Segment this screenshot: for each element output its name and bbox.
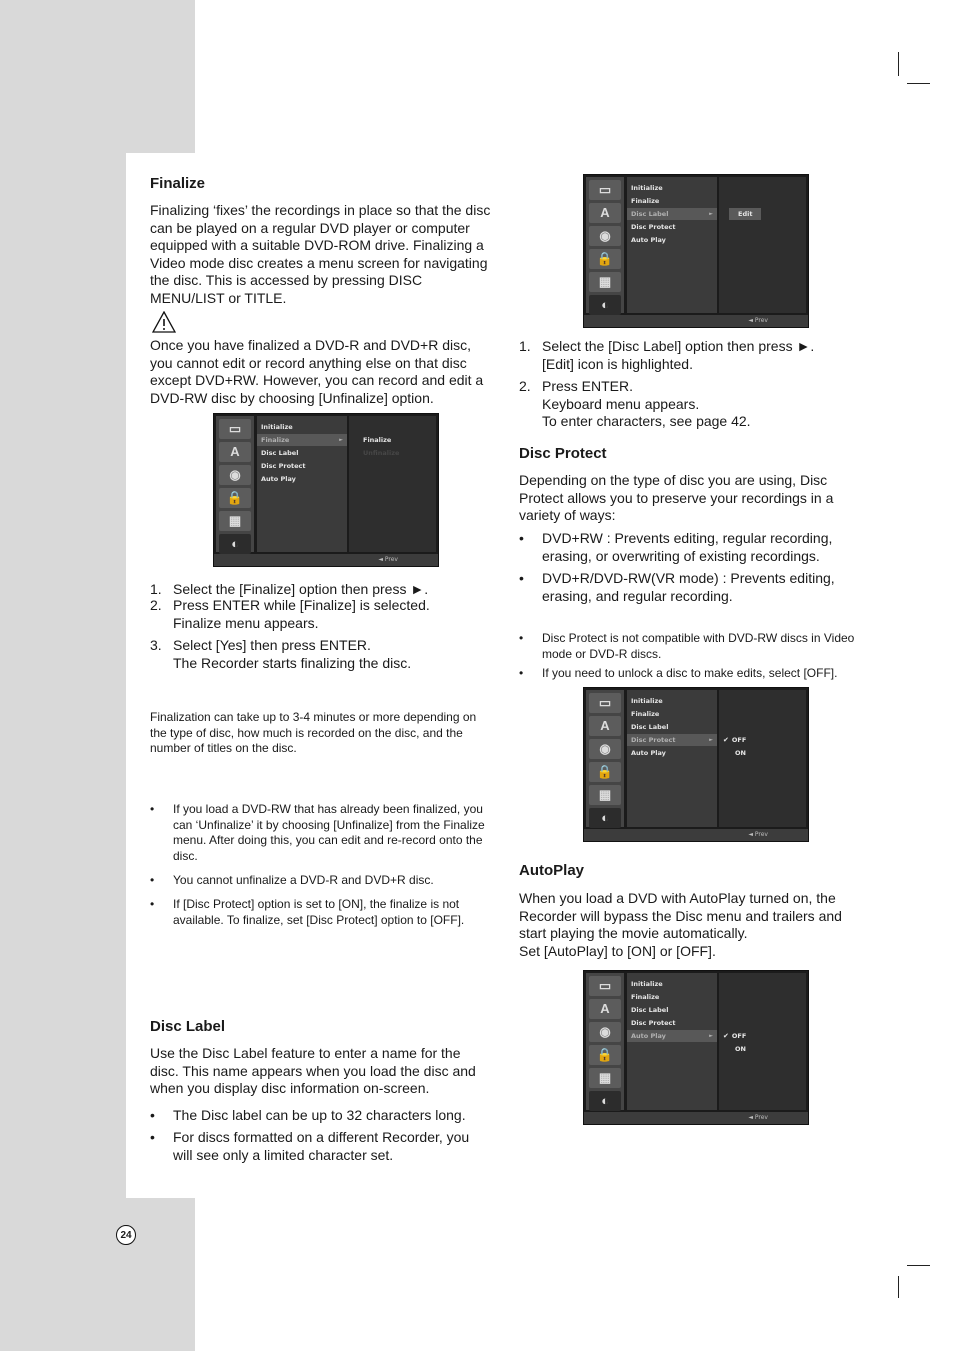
finalize-heading: Finalize xyxy=(150,175,206,192)
disc-icon: ◐ xyxy=(219,534,251,554)
menu-item-initialize: Initialize xyxy=(631,697,663,705)
menu-icon-column xyxy=(586,690,624,827)
lock-icon: 🔒 xyxy=(589,249,621,269)
caution-icon xyxy=(152,311,176,333)
autoplay-menu-screen xyxy=(583,970,809,1125)
audio-icon: ◉ xyxy=(589,1022,621,1042)
autoplay-heading: AutoPlay xyxy=(519,862,585,879)
menu-item-label: Disc Label xyxy=(631,210,669,218)
crop-mark xyxy=(898,52,899,76)
language-icon: A xyxy=(589,716,621,736)
finalize-note: Finalization can take up to 3-4 minutes or more depending on the type of disc, how much is recorded on the disc, and the number of titles on the disc. xyxy=(150,710,477,755)
tip-text: If you load a DVD-RW that has already been finalized, you can ‘Unfinalize’ it by choosing [Unfinalize] from the Finalize menu. After doing this, you can edit and re-record onto the disc. xyxy=(173,802,485,863)
menu-item-disc-protect: Disc Protect xyxy=(631,223,676,231)
finalize-menu-screen xyxy=(213,413,439,567)
option-on: ON xyxy=(735,1045,746,1053)
option-off xyxy=(723,1030,746,1042)
arrow-right-icon: ► xyxy=(709,211,713,217)
menu-icon-column xyxy=(216,416,254,552)
option-off xyxy=(723,734,746,746)
tip-text: You cannot unfinalize a DVD-R and DVD+R disc. xyxy=(173,873,434,887)
menu-footer xyxy=(584,1112,808,1124)
menu-item-disc-label: Disc Label xyxy=(631,1006,669,1014)
menu-list xyxy=(627,973,717,1110)
option-unfinalize: Unfinalize xyxy=(363,449,400,457)
step-number: 1. xyxy=(519,338,531,354)
menu-item-disc-protect: Disc Protect xyxy=(631,1019,676,1027)
recording-icon: ▦ xyxy=(589,1068,621,1088)
menu-item-initialize: Initialize xyxy=(631,980,663,988)
checkmark-icon: ✔ xyxy=(723,736,729,744)
language-icon: A xyxy=(589,203,621,223)
prev-label: ◄ Prev xyxy=(748,831,768,838)
menu-item-finalize: Finalize xyxy=(631,993,660,1001)
menu-list xyxy=(627,177,717,313)
option-label: OFF xyxy=(731,736,747,744)
submenu-panel xyxy=(349,416,436,552)
menu-list xyxy=(627,690,717,827)
arrow-right-icon: ► xyxy=(709,737,713,743)
language-icon: A xyxy=(589,999,621,1019)
option-edit: Edit xyxy=(729,208,761,220)
page-margin-top xyxy=(0,0,195,153)
step-number: 3. xyxy=(150,637,162,653)
disc-label-heading: Disc Label xyxy=(150,1018,226,1035)
tip-text: If [Disc Protect] option is set to [ON], the finalize is not available. To finalize, set [Disc Protect] option to [OFF]. xyxy=(173,897,465,927)
disc-icon: ◐ xyxy=(589,808,621,828)
step-number: 2. xyxy=(150,597,162,613)
menu-footer xyxy=(584,315,808,327)
menu-item-label: Disc Protect xyxy=(631,736,676,744)
menu-item-label: Auto Play xyxy=(631,1032,666,1040)
display-icon: ▭ xyxy=(589,976,621,996)
step-text: Select [Yes] then press ENTER. The Recorder starts finalizing the disc. xyxy=(173,637,412,671)
audio-icon: ◉ xyxy=(219,465,251,485)
option-on: ON xyxy=(735,749,746,757)
submenu-panel xyxy=(719,690,806,827)
bullet-text: DVD+R/DVD-RW(VR mode) : Prevents editing, erasing, and regular recording. xyxy=(542,570,835,604)
menu-item-disc-label xyxy=(627,208,717,220)
disc-label-intro: Use the Disc Label feature to enter a name for the disc. This name appears when you load the disc and when you display disc information on-screen. xyxy=(150,1045,476,1096)
menu-item-auto-play: Auto Play xyxy=(631,236,666,244)
bullet-text: The Disc label can be up to 32 characters long. xyxy=(173,1107,466,1123)
menu-item-finalize xyxy=(257,434,347,446)
finalize-intro: Finalizing ‘fixes’ the recordings in place so that the disc can be played on a regular DVD player or computer equipped with a suitable DVD-ROM drive. Finalizing a Video mode disc creates a menu screen for navigating the disc. This is accessed by pressing DISC MENU/LIST or TITLE. xyxy=(150,202,491,306)
bullet-text: For discs formatted on a different Recorder, you will see only a limited character set. xyxy=(173,1129,470,1163)
menu-icon-column xyxy=(586,973,624,1110)
step-number: 1. xyxy=(150,581,162,597)
note-text: If you need to unlock a disc to make edits, select [OFF]. xyxy=(542,666,838,680)
menu-item-disc-protect: Disc Protect xyxy=(261,462,306,470)
finalize-caution: Once you have finalized a DVD-R and DVD+R disc, you cannot edit or record anything else on that disc except DVD+RW. However, you can record and edit a DVD-RW disc by choosing [Unfinalize] option. xyxy=(150,337,484,406)
option-finalize: Finalize xyxy=(363,436,392,444)
lock-icon: 🔒 xyxy=(589,1045,621,1065)
option-label: OFF xyxy=(731,1032,747,1040)
autoplay-intro: When you load a DVD with AutoPlay turned on, the Recorder will bypass the Disc menu and trailers and start playing the movie automatically. Set [AutoPlay] to [ON] or [OFF]. xyxy=(519,890,842,959)
menu-footer xyxy=(214,554,438,566)
menu-item-disc-protect xyxy=(627,734,717,746)
crop-mark xyxy=(907,1265,930,1266)
prev-label: ◄ Prev xyxy=(748,1114,768,1121)
menu-item-disc-label: Disc Label xyxy=(631,723,669,731)
disc-icon: ◐ xyxy=(589,1091,621,1111)
step-text: Select the [Disc Label] option then press ►. [Edit] icon is highlighted. xyxy=(542,338,815,372)
display-icon: ▭ xyxy=(219,419,251,439)
step-number: 2. xyxy=(519,378,531,394)
step-text: Select the [Finalize] option then press ►. xyxy=(173,581,429,597)
audio-icon: ◉ xyxy=(589,226,621,246)
language-icon: A xyxy=(219,442,251,462)
menu-item-auto-play: Auto Play xyxy=(631,749,666,757)
step-text: Press ENTER. Keyboard menu appears. To enter characters, see page 42. xyxy=(542,378,751,429)
checkmark-icon: ✔ xyxy=(723,1032,729,1040)
menu-item-finalize: Finalize xyxy=(631,197,660,205)
crop-mark xyxy=(907,83,930,84)
disc-label-menu-screen xyxy=(583,174,809,328)
menu-item-auto-play xyxy=(627,1030,717,1042)
note-text: Disc Protect is not compatible with DVD-RW discs in Video mode or DVD-R discs. xyxy=(542,631,855,661)
disc-protect-menu-screen xyxy=(583,687,809,842)
menu-item-initialize: Initialize xyxy=(261,423,293,431)
disc-protect-intro: Depending on the type of disc you are using, Disc Protect allows you to preserve your recordings in a variety of ways: xyxy=(519,472,834,523)
display-icon: ▭ xyxy=(589,180,621,200)
menu-item-initialize: Initialize xyxy=(631,184,663,192)
page-margin-bottom xyxy=(0,1198,195,1351)
menu-item-label: Finalize xyxy=(261,436,290,444)
page-number: 24 xyxy=(116,1225,136,1245)
menu-icon-column xyxy=(586,177,624,313)
submenu-panel xyxy=(719,177,806,313)
menu-item-finalize: Finalize xyxy=(631,710,660,718)
recording-icon: ▦ xyxy=(589,785,621,805)
page-margin-left xyxy=(0,153,126,1198)
disc-icon: ◐ xyxy=(589,295,621,315)
menu-item-auto-play: Auto Play xyxy=(261,475,296,483)
menu-list xyxy=(257,416,347,552)
lock-icon: 🔒 xyxy=(589,762,621,782)
step-text: Press ENTER while [Finalize] is selected. Finalize menu appears. xyxy=(173,597,430,631)
recording-icon: ▦ xyxy=(219,511,251,531)
prev-label: ◄ Prev xyxy=(748,317,768,324)
crop-mark xyxy=(898,1276,899,1298)
lock-icon: 🔒 xyxy=(219,488,251,508)
disc-protect-heading: Disc Protect xyxy=(519,445,607,462)
display-icon: ▭ xyxy=(589,693,621,713)
submenu-panel xyxy=(719,973,806,1110)
prev-label: ◄ Prev xyxy=(378,556,398,563)
menu-footer xyxy=(584,829,808,841)
audio-icon: ◉ xyxy=(589,739,621,759)
bullet-text: DVD+RW : Prevents editing, regular recording, erasing, or overwriting of existing recordings. xyxy=(542,530,833,564)
arrow-right-icon: ► xyxy=(339,437,343,443)
arrow-right-icon: ► xyxy=(709,1033,713,1039)
recording-icon: ▦ xyxy=(589,272,621,292)
menu-item-disc-label: Disc Label xyxy=(261,449,299,457)
